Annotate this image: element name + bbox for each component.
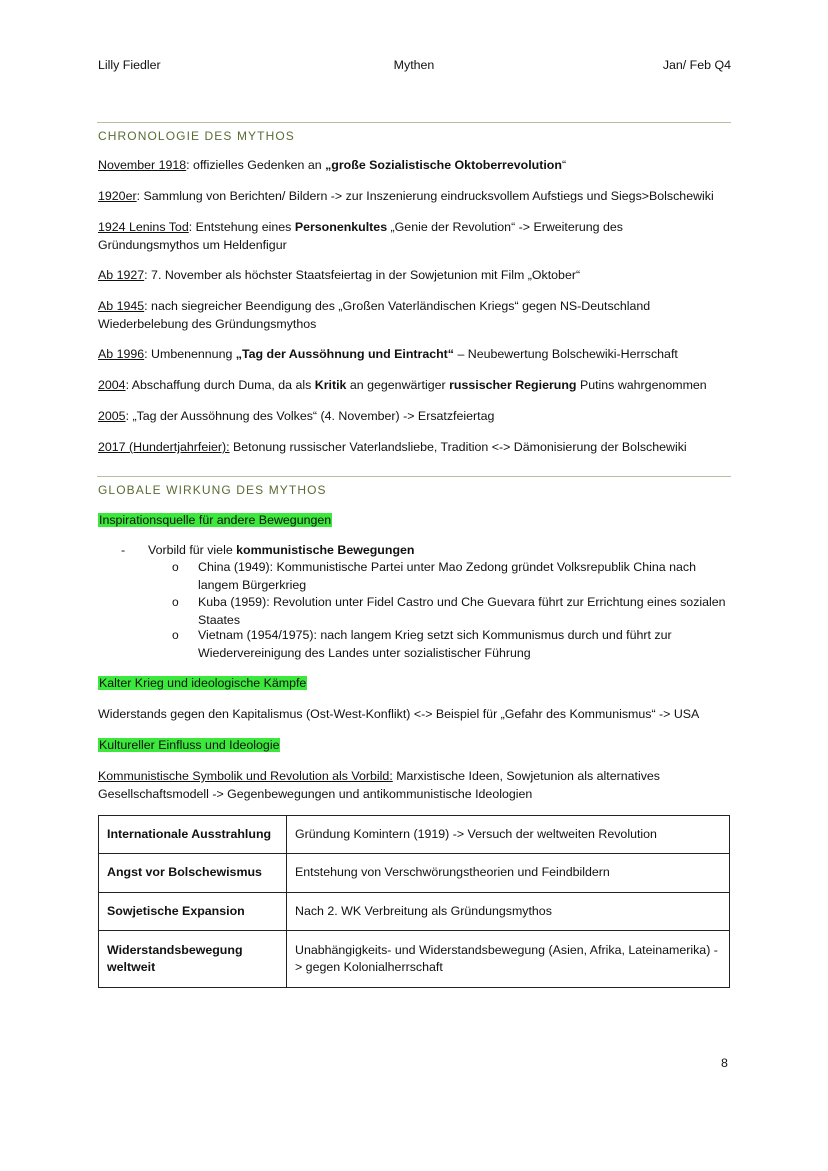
chronology-item: November 1918: offizielles Gedenken an „große Sozialistische Oktoberrevolution“ <box>98 158 567 172</box>
sub-bullet-item: Kuba (1959): Revolution unter Fidel Castro und Che Guevara führt zur Errichtung eines sozialen Staates <box>198 595 726 627</box>
chronology-item: 2005: „Tag der Aussöhnung des Volkes“ (4. November) -> Ersatzfeiertag <box>98 409 495 423</box>
table-value: Gründung Komintern (1919) -> Versuch der weltweiten Revolution <box>287 816 730 854</box>
chronology-item: Ab 1945: nach siegreicher Beendigung des „Großen Vaterländischen Kriegs“ gegen NS-Deutschland Wiederbelebung des Gründungsmythos <box>98 299 651 331</box>
chronology-date: 2004 <box>98 378 126 392</box>
chronology-item: Ab 1927: 7. November als höchster Staatsfeiertag in der Sowjetunion mit Film „Oktober“ <box>98 268 581 282</box>
highlighted-heading: Inspirationsquelle für andere Bewegungen <box>99 513 332 527</box>
table-row <box>99 893 730 931</box>
section-divider <box>97 122 731 123</box>
table-key: Sowjetische Expansion <box>99 893 287 931</box>
table-key: Angst vor Bolschewismus <box>99 854 287 893</box>
dash-bullet: - <box>121 543 126 557</box>
table-row <box>99 854 730 893</box>
section-title-chronologie: CHRONOLOGIE DES MYTHOS <box>98 129 295 143</box>
table-value: Nach 2. WK Verbreitung als Gründungsmythos <box>287 893 730 931</box>
chronology-date: November 1918 <box>98 158 187 172</box>
chronology-date: 2017 (Hundertjahrfeier): <box>98 440 230 454</box>
table-key: Internationale Ausstrahlung <box>99 816 287 854</box>
header-date: Jan/ Feb Q4 <box>662 58 731 72</box>
section-title-globale-wirkung: GLOBALE WIRKUNG DES MYTHOS <box>98 483 327 497</box>
chronology-date: 1920er <box>98 189 137 203</box>
table-value: Unabhängigkeits- und Widerstandsbewegung (Asien, Afrika, Lateinamerika) -> gegen Kolonialherrschaft <box>287 931 730 988</box>
bullet-item: Vorbild für viele kommunistische Bewegungen <box>148 543 415 557</box>
paragraph: Widerstands gegen den Kapitalismus (Ost-West-Konflikt) <-> Beispiel für „Gefahr des Kommunismus“ -> USA <box>98 707 700 721</box>
highlighted-heading: Kalter Krieg und ideologische Kämpfe <box>99 676 307 690</box>
chronology-date: Ab 1927 <box>98 268 145 282</box>
sub-bullet-item: Vietnam (1954/1975): nach langem Krieg setzt sich Kommunismus durch und führt zur Wiedervereinigung des Landes unter sozialistischer Führung <box>198 628 672 660</box>
info-table <box>98 815 730 988</box>
chronology-item: 2004: Abschaffung durch Duma, da als Kritik an gegenwärtiger russischer Regierung Putins wahrgenommen <box>98 378 707 392</box>
chronology-item: Ab 1996: Umbenennung „Tag der Aussöhnung und Eintracht“ – Neubewertung Bolschewiki-Herrschaft <box>98 347 678 361</box>
chronology-date: 1924 Lenins Tod <box>98 220 189 234</box>
highlighted-heading: Kultureller Einfluss und Ideologie <box>99 738 280 752</box>
sub-bullet-item: China (1949): Kommunistische Partei unter Mao Zedong gründet Volksrepublik China nach langem Bürgerkrieg <box>198 560 696 592</box>
header-topic: Mythen <box>393 58 435 72</box>
table-value: Entstehung von Verschwörungstheorien und Feindbildern <box>287 854 730 893</box>
chronology-date: Ab 1945 <box>98 299 145 313</box>
chronology-date: Ab 1996 <box>98 347 145 361</box>
section-divider <box>97 476 731 477</box>
circle-bullet-icon: o <box>172 595 179 609</box>
chronology-item: 1920er: Sammlung von Berichten/ Bildern -> zur Inszenierung eindrucksvollem Aufstiegs und Siegs>Bolschewiki <box>98 189 714 203</box>
chronology-date: 2005 <box>98 409 126 423</box>
table-row <box>99 931 730 988</box>
table-key: Widerstandsbewegung weltweit <box>99 931 287 988</box>
page-number: 8 <box>721 1056 728 1070</box>
paragraph: Kommunistische Symbolik und Revolution als Vorbild: Marxistische Ideen, Sowjetunion als alternatives Gesellschaftsmodell -> Gegenbewegungen und antikommunistische Ideologien <box>98 769 660 801</box>
header-author: Lilly Fiedler <box>98 58 161 72</box>
circle-bullet-icon: o <box>172 560 179 574</box>
chronology-item: 2017 (Hundertjahrfeier): Betonung russischer Vaterlandsliebe, Tradition <-> Dämonisierung der Bolschewiki <box>98 440 687 454</box>
table-row <box>99 816 730 854</box>
circle-bullet-icon: o <box>172 628 179 642</box>
chronology-item: 1924 Lenins Tod: Entstehung eines Personenkultes „Genie der Revolution“ -> Erweiterung des Gründungsmythos um Heldenfigur <box>98 220 623 252</box>
